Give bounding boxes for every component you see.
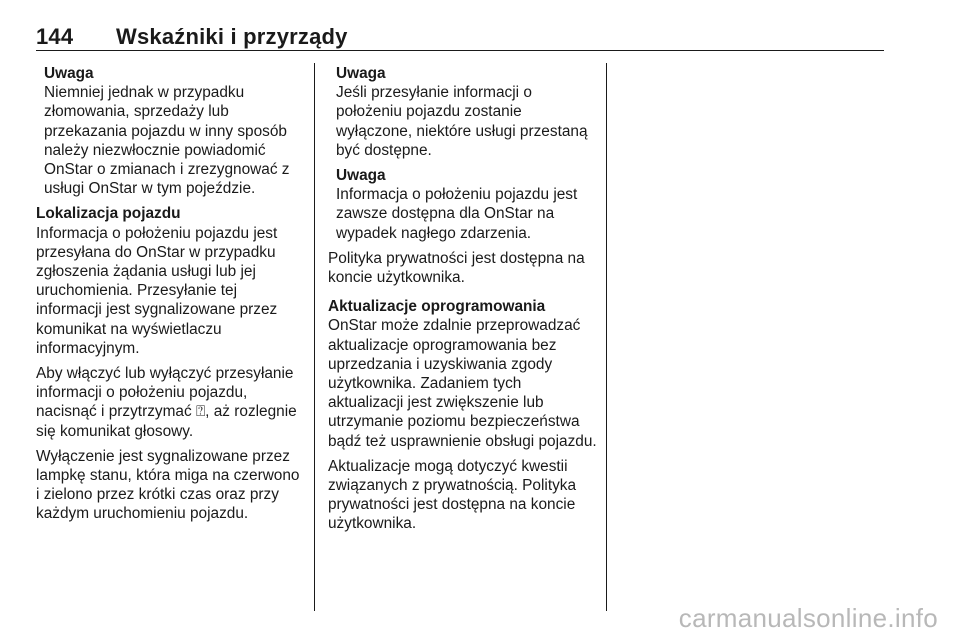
- page-number: 144: [36, 24, 74, 49]
- page-header: [36, 22, 884, 51]
- column-divider-1: [314, 63, 315, 611]
- note-title: Uwaga: [336, 65, 386, 82]
- heading-vehicle-location: Lokalizacja pojazdu: [36, 205, 181, 223]
- column-middle: [328, 64, 600, 540]
- note-body: Informacja o położeniu pojazdu jest zawsze dostępna dla OnStar na wypadek nagłego zdarzenia.: [336, 186, 578, 242]
- note-block: [328, 166, 600, 243]
- paragraph-text: , aż rozlegnie się komunikat głosowy.: [36, 403, 297, 440]
- note-body: Jeśli przesyłanie informacji o położeniu pojazdu zostanie wyłączone, niektóre usługi przestaną być dostępne.: [336, 84, 588, 159]
- paragraph: OnStar może zdalnie przeprowadzać aktualizacje oprogramowania bez uprzedzania i uzyskiwania zgody użytkownika. Zadaniem tych aktualizacji jest zwiększenie lub utrzymanie poziomu bezpieczeństwa bądź też usprawnienie obsługi pojazdu.: [328, 317, 597, 450]
- note-body: Niemniej jednak w przypadku złomowania, sprzedaży lub przekazania pojazdu w inny sposób należy niezwłocznie powiadomić OnStar o zmianach i zrezygnować z usługi OnStar w tym pojeździe.: [44, 84, 290, 198]
- section-title: Wskaźniki i przyrządy: [116, 24, 348, 49]
- note-block: [328, 64, 600, 160]
- column-divider-2: [606, 63, 607, 611]
- column-left: [36, 64, 304, 530]
- privacy-button-icon: ⍰: [195, 403, 206, 421]
- paragraph: Informacja o położeniu pojazdu jest przesyłana do OnStar w przypadku zgłoszenia żądania usługi lub jej uruchomienia. Przesyłanie tej informacji jest sygnalizowane przez komunikat na wyświetlaczu informacyjnym.: [36, 224, 278, 357]
- heading-software-updates: Aktualizacje oprogramowania: [328, 298, 546, 316]
- note-block: [36, 64, 304, 198]
- watermark-text: carmanualsonline.info: [678, 603, 938, 633]
- note-title: Uwaga: [336, 167, 386, 185]
- paragraph: Polityka prywatności jest dostępna na koncie użytkownika.: [328, 249, 585, 287]
- paragraph-privacy-toggle: [36, 364, 304, 441]
- paragraph: Aktualizacje mogą dotyczyć kwestii związanych z prywatnością. Polityka prywatności jest dostępna na koncie użytkownika.: [328, 457, 577, 533]
- paragraph-text: Aby włączyć lub wyłączyć przesyłanie informacji o położeniu pojazdu, nacisnąć i przytrzymać: [36, 365, 294, 421]
- paragraph: Wyłączenie jest sygnalizowane przez lampkę stanu, która miga na czerwono i zielono przez krótki czas oraz przy każdym uruchomieniu pojazdu.: [36, 447, 300, 523]
- note-title: Uwaga: [44, 65, 94, 82]
